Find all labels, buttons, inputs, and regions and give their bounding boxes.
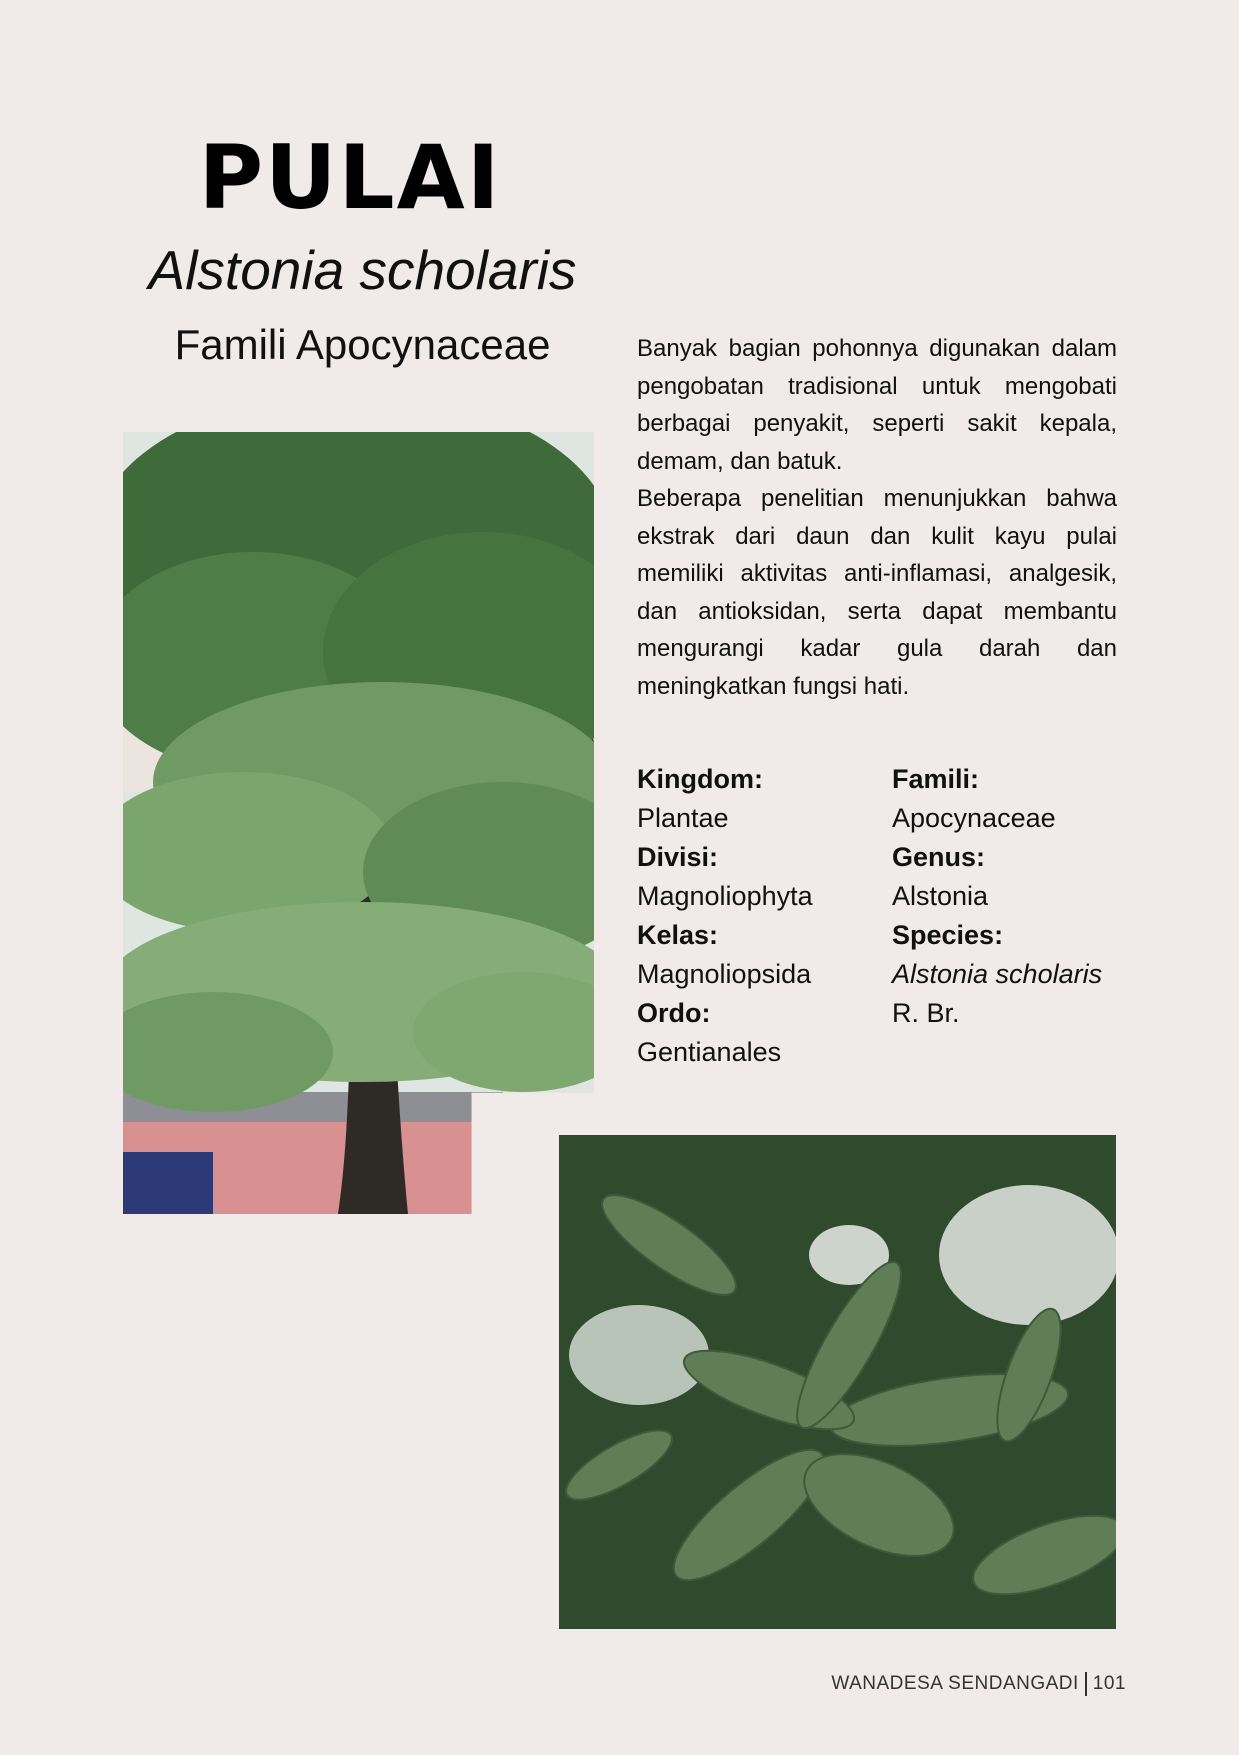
taxonomy-species-author: R. Br.: [892, 998, 960, 1028]
family-line: Famili Apocynaceae: [174, 321, 551, 368]
taxonomy-value-kelas: Magnoliopsida: [637, 959, 812, 989]
tree-photo: [123, 432, 594, 1214]
taxonomy-value-ordo: Gentianales: [637, 1037, 782, 1067]
taxonomy-value-species: Alstonia scholaris: [892, 959, 1103, 989]
page-number: 101: [1092, 1673, 1126, 1695]
taxonomy-label-ordo: Ordo:: [637, 998, 711, 1028]
taxonomy-right-column: [892, 760, 1127, 1033]
taxonomy-label-kelas: Kelas:: [637, 920, 719, 950]
taxonomy-label-divisi: Divisi:: [637, 842, 719, 872]
taxonomy-label-famili: Famili:: [892, 764, 980, 794]
taxonomy-label-species: Species:: [892, 920, 1004, 950]
page-title: PULAI: [198, 126, 502, 229]
taxonomy-value-divisi: Magnoliophyta: [637, 881, 813, 911]
taxonomy-label-genus: Genus:: [892, 842, 986, 872]
taxonomy-value-kingdom: Plantae: [637, 803, 729, 833]
footer-separator: [1085, 1672, 1087, 1696]
leaf-photo: [559, 1135, 1116, 1629]
taxonomy-value-genus: Alstonia: [892, 881, 989, 911]
description-paragraph-2: Beberapa penelitian menunjukkan bahwa ekstrak dari daun dan kulit kayu pulai memiliki aktivitas anti-inflamasi, analgesik, dan antioksidan, serta dapat membantu mengurangi kadar gula darah dan meningkatkan fungsi hati.: [637, 485, 1117, 700]
scientific-name: Alstonia scholaris: [148, 239, 577, 301]
taxonomy-value-famili: Apocynaceae: [892, 803, 1056, 833]
footer: [831, 1672, 1126, 1696]
description-paragraph-1: Banyak bagian pohonnya digunakan dalam pengobatan tradisional untuk mengobati berbagai penyakit, seperti sakit kepala, demam, dan batuk.: [637, 335, 1117, 475]
description: [637, 330, 1117, 705]
publication-name: WANADESA SENDANGADI: [831, 1673, 1079, 1695]
taxonomy-label-kingdom: Kingdom:: [637, 764, 763, 794]
taxonomy-left-column: [637, 760, 882, 1072]
